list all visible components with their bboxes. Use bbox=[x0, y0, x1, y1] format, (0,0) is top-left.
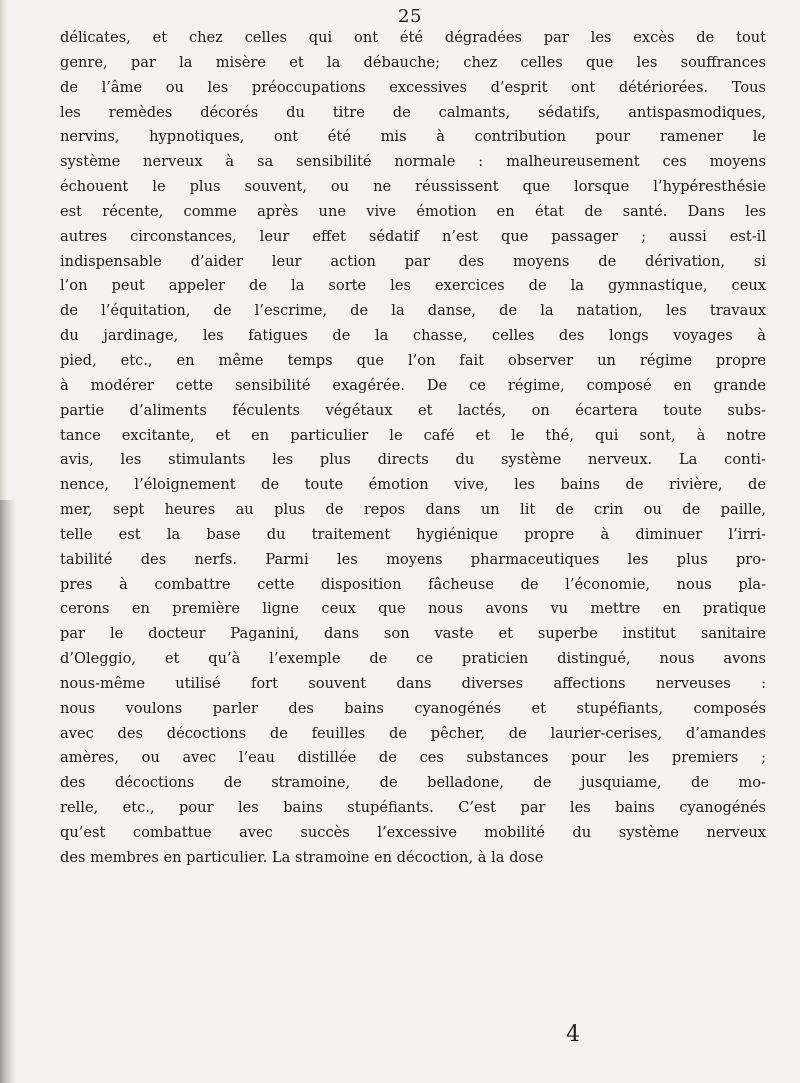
text-line: genre, par la misère et la débauche; chez celles que les souffrances bbox=[60, 53, 766, 71]
page-number: 25 bbox=[398, 6, 422, 27]
text-line: échouent le plus souvent, ou ne réussissent que lorsque l’hypéresthésie bbox=[60, 178, 766, 196]
text-line: relle, etc., pour les bains stupéfiants. C’est par les bains cyanogénés bbox=[60, 799, 766, 817]
text-line: du jardinage, les fatigues de la chasse, celles des longs voyages à bbox=[60, 327, 766, 345]
text-line: l’on peut appeler de la sorte les exercices de la gymnastique, ceux bbox=[60, 277, 766, 295]
binding-shadow bbox=[0, 500, 16, 1083]
text-line: autres circonstances, leur effet sédatif n’est que passager ; aussi est-il bbox=[60, 227, 766, 245]
text-line: tabilité des nerfs. Parmi les moyens pharmaceutiques les plus pro- bbox=[60, 550, 766, 568]
body-text bbox=[60, 26, 766, 871]
text-line: de l’âme ou les préoccupations excessives d’esprit ont détériorées. Tous bbox=[60, 78, 766, 96]
text-line: d’Oleggio, et qu’à l’exemple de ce praticien distingué, nous avons bbox=[60, 650, 766, 668]
text-line: les remèdes décorés du titre de calmants, sédatifs, antispasmodiques, bbox=[60, 103, 766, 121]
text-line: nence, l’éloignement de toute émotion vive, les bains de rivière, de bbox=[60, 476, 766, 494]
text-line: tance excitante, et en particulier le café et le thé, qui sont, à notre bbox=[60, 426, 766, 444]
text-line: nervins, hypnotiques, ont été mis à contribution pour ramener le bbox=[60, 128, 766, 146]
text-line: nous voulons parler des bains cyanogénés et stupéfiants, composés bbox=[60, 699, 766, 717]
text-line: de l’équitation, de l’escrime, de la danse, de la natation, les travaux bbox=[60, 302, 766, 320]
text-line: pres à combattre cette disposition fâcheuse de l’économie, nous pla- bbox=[60, 575, 766, 593]
text-line: telle est la base du traitement hygiénique propre à diminuer l’irri- bbox=[60, 525, 766, 543]
text-line: mer, sept heures au plus de repos dans un lit de crin ou de paille, bbox=[60, 501, 766, 519]
text-line: par le docteur Paganini, dans son vaste et superbe institut sanitaire bbox=[60, 625, 766, 643]
text-line: cerons en première ligne ceux que nous avons vu mettre en pratique bbox=[60, 600, 766, 618]
text-line: qu’est combattue avec succès l’excessive mobilité du système nerveux bbox=[60, 824, 766, 841]
text-line: avec des décoctions de feuilles de pêcher, de laurier-cerises, d’amandes bbox=[60, 724, 766, 742]
text-line: nous-même utilisé fort souvent dans diverses affections nerveuses : bbox=[60, 674, 766, 692]
text-line: des décoctions de stramoine, de belladone, de jusquiame, de mo- bbox=[60, 774, 766, 792]
text-line: pied, etc., en même temps que l’on fait observer un régime propre bbox=[60, 351, 766, 369]
text-line: indispensable d’aider leur action par des moyens de dérivation, si bbox=[60, 252, 766, 270]
page-edge-shading bbox=[0, 0, 7, 500]
text-line: partie d’aliments féculents végétaux et lactés, on écartera toute subs- bbox=[60, 401, 766, 419]
text-line: délicates, et chez celles qui ont été dégradées par les excès de tout bbox=[60, 29, 766, 46]
text-line: avis, les stimulants les plus directs du système nerveux. La conti- bbox=[60, 451, 766, 469]
text-line: des membres en particulier. La stramoine en décoction, à la dose bbox=[60, 848, 544, 866]
text-line: système nerveux à sa sensibilité normale : malheureusement ces moyens bbox=[60, 153, 766, 171]
text-line: est récente, comme après une vive émotion en état de santé. Dans les bbox=[60, 202, 766, 220]
text-line: à modérer cette sensibilité exagérée. De ce régime, composé en grande bbox=[60, 376, 766, 394]
signature-mark: 4 bbox=[566, 1022, 580, 1047]
text-line: amères, ou avec l’eau distillée de ces substances pour les premiers ; bbox=[60, 749, 766, 767]
